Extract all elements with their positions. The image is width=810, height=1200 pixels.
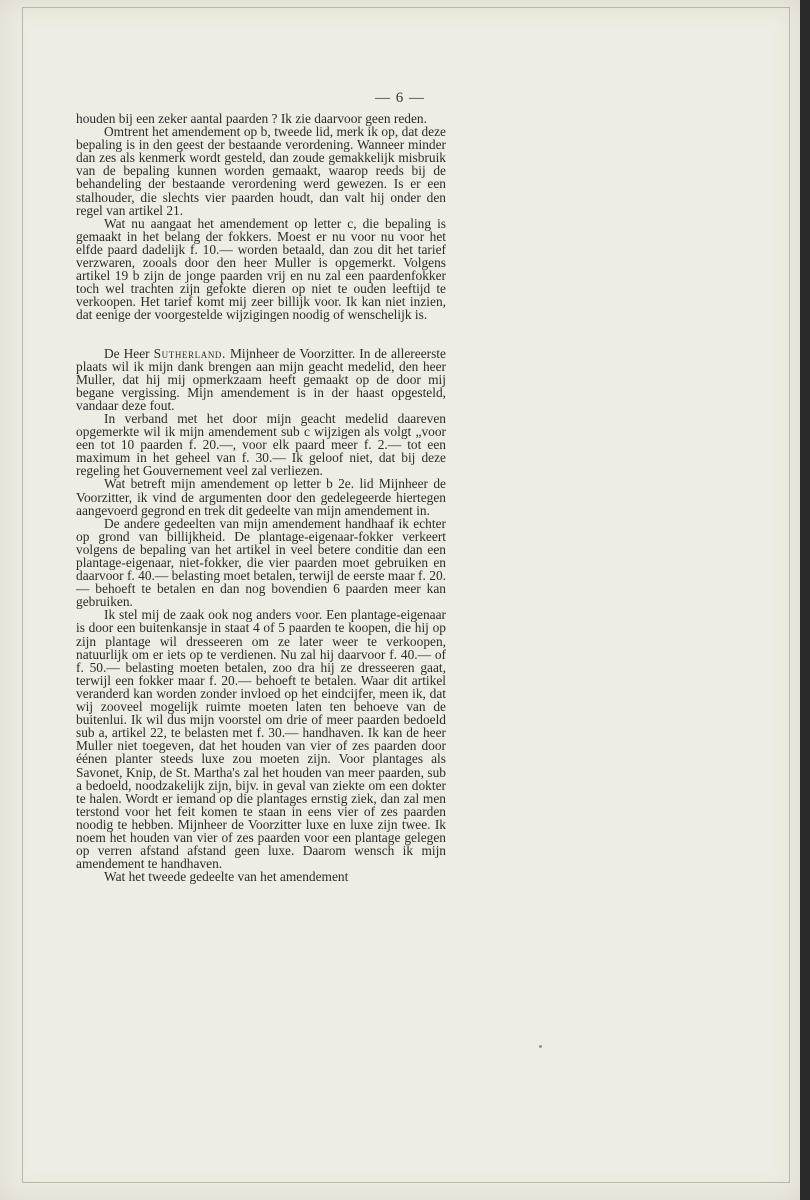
speaker-name: Sutherland.: [153, 345, 226, 361]
paragraph: Wat het tweede gedeelte van het amendement: [104, 869, 349, 885]
speaker-prefix: De Heer: [104, 345, 150, 361]
paragraph: Ik stel mij de zaak ook nog anders voor. Een plantage-eigenaar is door een buitenkansje in staat 4 of 5 paarden te koopen, die hij op zijn plantage wil dresseeren om ze later weer te verkoopen, natuurlijk om er iets op te verdienen. Nu zal hij daarvoor f. 40.— of f. 50.— belasting moeten betalen, zoo dra hij ze dresseeren gaat, terwijl een fokker maar f. 20.— behoeft te betalen. Waar dit artikel veranderd kan worden zonder invloed op het eindcijfer, meen ik, dat wij zooveel mogelijk ruimte moeten laten ten behoeve van de buitenlui. Ik wil dus mijn voorstel om drie of meer paarden bedoeld sub a, artikel 22, te belasten met f. 30.— handhaven. Ik kan de heer Muller niet toegeven, dat het houden van vier of zes paarden door éénen planter steeds luxe zou moeten zijn. Voor plantages als Savonet, Knip, de St. Martha's zal het houden van meer paarden, sub a bedoeld, noodzakelijk zijn, bijv. in geval van ziekte om een dokter te halen. Wordt er iemand op die plantages ernstig ziek, dan zal men terstond voor het feit komen te staan in eens vier of zes paarden noodig te hebben. Mijnheer de Voorzitter luxe en luxe zijn twee. Ik noem het houden van vier of zes paarden voor een plantage gelegen op verren afstand afstand geen luxe. Daarom wensch ik mijn amendement te handhaven.: [76, 607, 446, 872]
paragraph: In verband met het door mijn geacht medelid daareven opgemerkte wil ik mijn amendement sub c wijzigen als volgt „voor een tot 10 paarden f. 20.—, voor elk paard meer f. 2.— tot een maximum in het geheel van f. 30.— Ik geloof niet, dat bij deze regeling het Gouvernement veel zal verliezen.: [76, 410, 446, 479]
paragraph: Omtrent het amendement op b, tweede lid, merk ik op, dat deze bepaling is in den geest der bestaande verordening. Wanneer minder dan zes als kenmerk wordt gesteld, dan zoude gemakkelijk misbruik van de bepaling kunnen worden gemaakt, waarop reeds bij de behandeling der bestaande verordening werd gewezen. Is er een stalhouder, die slechts vier paarden houdt, dan valt hij onder den regel van artikel 21.: [76, 124, 446, 218]
paragraph: De andere gedeelten van mijn amendement handhaaf ik echter op grond van billijkheid. De plantage-eigenaar-fokker verkeert volgens de bepaling van het artikel in veel betere conditie dan een plantage-eigenaar, niet-fokker, die vier paarden moet gebruiken en daarvoor f. 40.— belasting moet betalen, terwijl de eerste maar f. 20.— behoeft te betalen en dan nog bovendien 6 paarden meer kan gebruiken.: [76, 515, 446, 610]
paragraph-text: Mijnheer de Voorzitter. In de allereerste plaats wil ik mijn dank brengen aan mijn geacht medelid, den heer Muller, dat hij mij opmerkzaam heeft gemaakt op de door mij begane vergissing. Mijn amendement is in der haast opgesteld, vandaar deze fout.: [76, 345, 446, 413]
ink-speck: [539, 1045, 542, 1048]
speaker-paragraph: [76, 347, 446, 412]
page-number: — 6 —: [375, 90, 425, 106]
text-column: [76, 112, 446, 883]
paragraph-gap: [76, 322, 446, 347]
paragraph: Wat betreft mijn amendement op letter b 2e. lid Mijnheer de Voorzitter, ik vind de argumenten door den gedelegeerde hiertegen aangevoerd gegrond en trek dit gedeelte van mijn amendement in.: [76, 476, 446, 518]
paragraph: houden bij een zeker aantal paarden ? Ik zie daarvoor geen reden.: [76, 111, 427, 126]
paragraph: Wat nu aangaat het amendement op letter c, die bepaling is gemaakt in het belang der fokkers. Moest er nu voor nu voor het elfde paard dadelijk f. 10.— worden betaald, dan zou dit het tarief verzwaren, zooals door den heer Muller is opgemerkt. Volgens artikel 19 b zijn de jonge paarden vrij en nu zal een paardenfokker toch wel trachten zijn gefokte dieren op niet te ouden leeftijd te verkoopen. Het tarief komt mij zeer billijk voor. Ik kan niet inzien, dat eenige der voorgestelde wijzigingen noodig of wenschelijk is.: [76, 215, 446, 323]
